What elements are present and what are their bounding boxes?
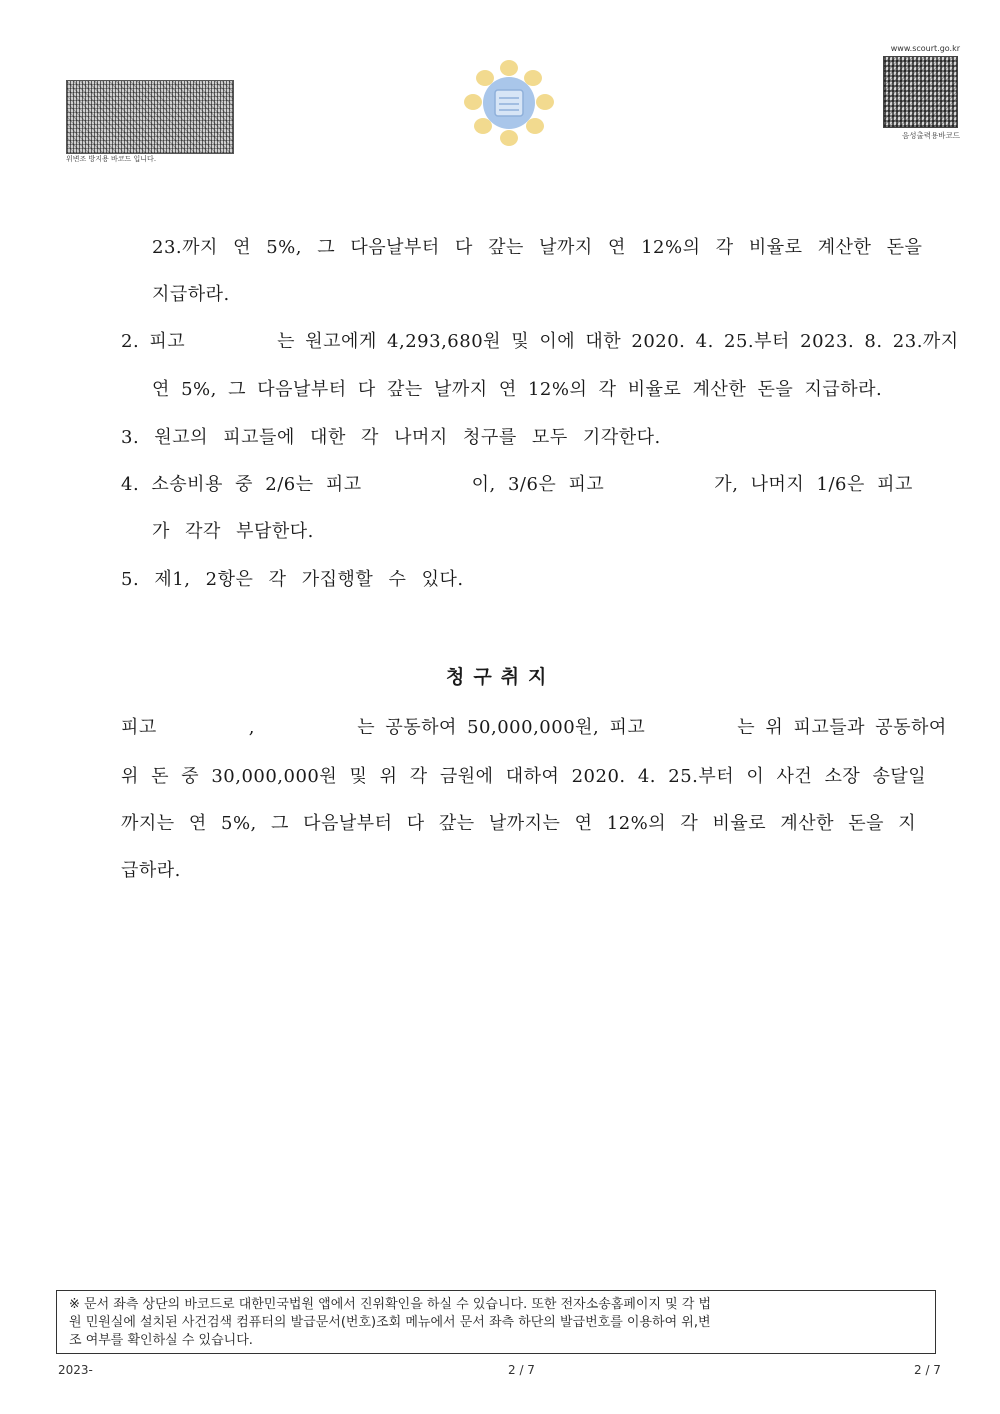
- judgment-line: 지급하라.: [152, 284, 230, 305]
- qr-caption: 음성출력용바코드: [902, 131, 960, 140]
- claim-line: 급하라.: [121, 860, 181, 881]
- claim-heading: 청구취지: [446, 666, 556, 688]
- judgment-line: 23.까지 연 5%, 그 다음날부터 다 갚는 날까지 연 12%의 각 비율로 계산한 돈을: [152, 237, 923, 258]
- court-emblem-icon: [461, 58, 557, 148]
- claim-line: 피고 , 는 공동하여 50,000,000원, 피고 는 위 피고들과 공동하여: [121, 717, 947, 738]
- verification-notice: [56, 1290, 936, 1354]
- judgment-item-5: 5. 제1, 2항은 각 가집행할 수 있다.: [121, 569, 464, 590]
- court-url: www.scourt.go.kr: [890, 44, 960, 53]
- claim-line: 위 돈 중 30,000,000원 및 위 각 금원에 대하여 2020. 4. 25.부터 이 사건 소장 송달일: [121, 766, 927, 787]
- page-number-right: 2 / 7: [914, 1363, 941, 1377]
- notice-line: 원 민원실에 설치된 사건검색 컴퓨터의 발급문서(번호)조회 메뉴에서 문서 좌측 하단의 발급번호를 이용하여 위,변: [69, 1315, 711, 1330]
- barcode-caption: 위변조 방지용 바코드 입니다.: [66, 155, 157, 163]
- judgment-item-2: 2. 피고 는 원고에게 4,293,680원 및 이에 대한 2020. 4. 25.부터 2023. 8. 23.까지: [121, 331, 959, 352]
- claim-line: 까지는 연 5%, 그 다음날부터 다 갚는 날까지는 연 12%의 각 비율로 계산한 돈을 지: [121, 813, 917, 834]
- page-number-center: 2 / 7: [508, 1363, 535, 1377]
- qr-code: [883, 56, 958, 128]
- issue-number: 2023-: [58, 1363, 93, 1377]
- judgment-line: 가 각각 부담한다.: [152, 521, 314, 542]
- judgment-item-3: 3. 원고의 피고들에 대한 각 나머지 청구를 모두 기각한다.: [121, 427, 661, 448]
- verification-barcode: [66, 80, 234, 154]
- judgment-line: 연 5%, 그 다음날부터 다 갚는 날까지 연 12%의 각 비율로 계산한 돈을 지급하라.: [152, 379, 883, 400]
- notice-line: 조 여부를 확인하실 수 있습니다.: [69, 1333, 253, 1348]
- notice-line: ※ 문서 좌측 상단의 바코드로 대한민국법원 앱에서 진위확인을 하실 수 있습니다. 또한 전자소송홈페이지 및 각 법: [69, 1297, 712, 1312]
- judgment-item-4: 4. 소송비용 중 2/6는 피고 이, 3/6은 피고 가, 나머지 1/6은 피고: [121, 474, 913, 495]
